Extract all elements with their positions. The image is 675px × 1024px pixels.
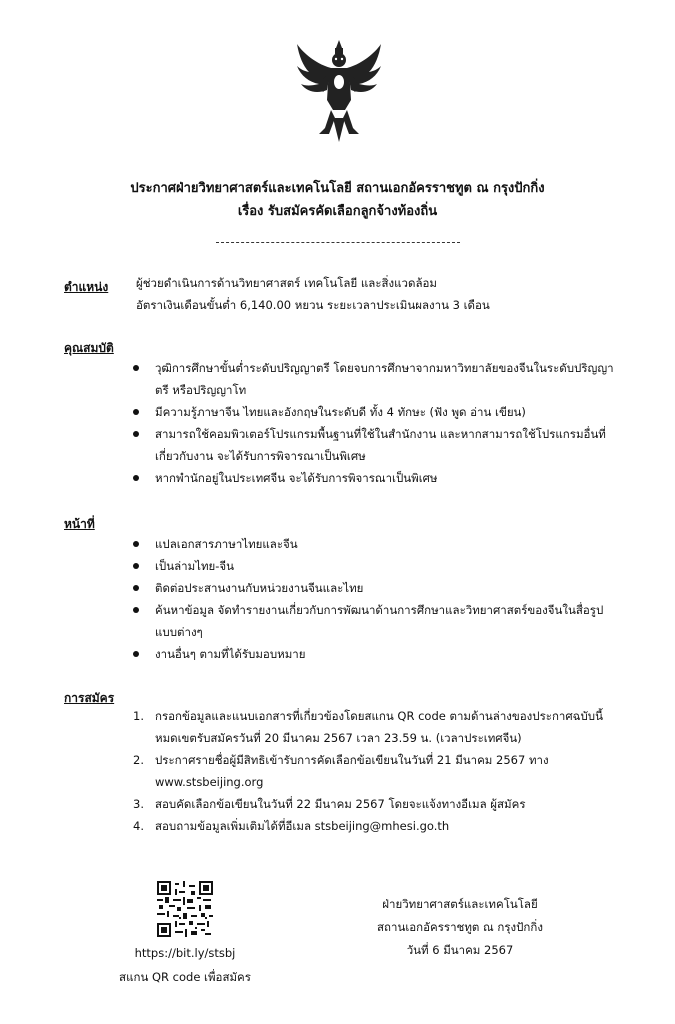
- step-text: กรอกข้อมูลและแนบเอกสารที่เกี่ยวข้องโดยสแกน QR code ตามด้านล่างของประกาศฉบับนี้ หมดเขตรับสมัครวันที่ 20 มีนาคม 2567 เวลา 23.59 น. (เวลาประเทศจีน): [155, 709, 603, 745]
- position-title: ผู้ช่วยดำเนินการด้านวิทยาศาสตร์ เทคโนโลยี และสิ่งแวดล้อม: [136, 276, 438, 290]
- application-steps: [133, 705, 615, 837]
- list-item: ติดต่อประสานงานกับหน่วยงานจีนและไทย: [130, 577, 615, 599]
- signature-department: ฝ่ายวิทยาศาสตร์และเทคโนโลยี: [382, 897, 538, 911]
- list-item: [133, 793, 615, 815]
- list-item: หากพำนักอยู่ในประเทศจีน จะได้รับการพิจารณาเป็นพิเศษ: [130, 467, 615, 489]
- step-number: 4.: [133, 819, 144, 833]
- list-item: แปลเอกสารภาษาไทยและจีน: [130, 533, 615, 555]
- list-item: งานอื่นๆ ตามที่ได้รับมอบหมาย: [130, 643, 615, 665]
- duties-heading: หน้าที่: [64, 517, 95, 531]
- position-details: [136, 272, 616, 316]
- list-item: [133, 815, 615, 837]
- qr-url[interactable]: https://bit.ly/stsbj: [134, 946, 236, 960]
- garuda-emblem: [293, 38, 385, 144]
- step-number: 2.: [133, 753, 144, 767]
- step-number: 3.: [133, 797, 144, 811]
- step-text: ประกาศรายชื่อผู้มีสิทธิเข้ารับการคัดเลือกข้อเขียนในวันที่ 21 มีนาคม 2567 ทาง www.stsbeijing.org: [155, 753, 549, 789]
- list-item: สามารถใช้คอมพิวเตอร์โปรแกรมพื้นฐานที่ใช้ในสำนักงาน และหากสามารถใช้โปรแกรมอื่นที่เกี่ยวกับงาน จะได้รับการพิจารณาเป็นพิเศษ: [130, 423, 615, 467]
- qr-caption: สแกน QR code เพื่อสมัคร: [119, 970, 251, 984]
- qualifications-list: [130, 357, 615, 489]
- qr-code-icon[interactable]: [157, 881, 213, 937]
- title-divider: [216, 242, 460, 243]
- announcement-subject: เรื่อง รับสมัครคัดเลือกลูกจ้างท้องถิ่น: [237, 204, 438, 219]
- signature-embassy: สถานเอกอัครราชทูต ณ กรุงปักกิ่ง: [377, 920, 543, 934]
- list-item: เป็นล่ามไทย-จีน: [130, 555, 615, 577]
- announcement-title: ประกาศฝ่ายวิทยาศาสตร์และเทคโนโลยี สถานเอกอัครราชทูต ณ กรุงปักกิ่ง: [130, 181, 545, 196]
- list-item: วุฒิการศึกษาขั้นต่ำระดับปริญญาตรี โดยจบการศึกษาจากมหาวิทยาลัยของจีนในระดับปริญญาตรี หรือปริญญาโท: [130, 357, 615, 401]
- signature-date: วันที่ 6 มีนาคม 2567: [406, 943, 514, 957]
- list-item: [133, 705, 615, 749]
- position-salary: อัตราเงินเดือนขั้นต่ำ 6,140.00 หยวน ระยะเวลาประเมินผลงาน 3 เดือน: [136, 298, 490, 312]
- step-text: สอบคัดเลือกข้อเขียนในวันที่ 22 มีนาคม 2567 โดยจะแจ้งทางอีเมล ผู้สมัคร: [155, 797, 526, 811]
- signature-block: [330, 893, 590, 962]
- step-text: สอบถามข้อมูลเพิ่มเติมได้ที่อีเมล stsbeijing@mhesi.go.th: [155, 819, 450, 833]
- list-item: มีความรู้ภาษาจีน ไทยและอังกฤษในระดับดี ทั้ง 4 ทักษะ (ฟัง พูด อ่าน เขียน): [130, 401, 615, 423]
- step-number: 1.: [133, 709, 144, 723]
- qualifications-heading: คุณสมบัติ: [64, 341, 114, 355]
- list-item: [133, 749, 615, 793]
- duties-list: [130, 533, 615, 665]
- position-heading: ตำแหน่ง: [64, 280, 109, 294]
- application-heading: การสมัคร: [64, 691, 115, 705]
- list-item: ค้นหาข้อมูล จัดทำรายงานเกี่ยวกับการพัฒนาด้านการศึกษาและวิทยาศาสตร์ของจีนในสื่อรูปแบบต่างๆ: [130, 599, 615, 643]
